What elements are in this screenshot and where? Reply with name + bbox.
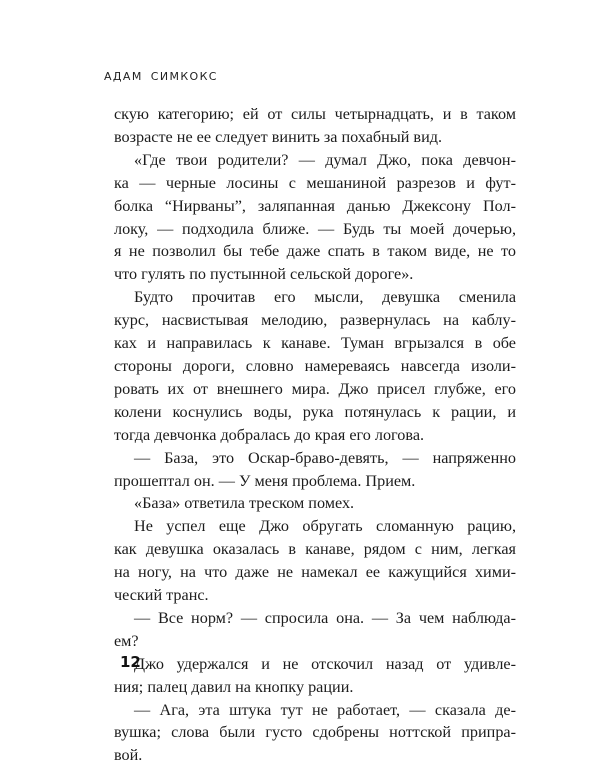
text-line: локу, — подходила ближе. — Будь ты моей дочерью,: [114, 219, 516, 238]
text-line: ка — черные лосины с мешаниной разрезов и фут-: [114, 173, 516, 192]
author-first-name: АДАМ: [104, 70, 143, 83]
running-head: [104, 70, 218, 83]
text-line: я не позволил бы тебе даже спать в таком виде, не то: [114, 242, 516, 261]
text-line: скую категорию; ей от силы четырнадцать, и в таком: [114, 105, 516, 123]
text-line: ровать их от внешнего мира. Джо присел глубже, его: [114, 379, 516, 398]
text-line: тогда девчонка добралась до края его логова.: [114, 425, 425, 444]
text-line: — База, это Оскар-браво-девять, — напряженно: [134, 448, 516, 467]
text-line: вой.: [114, 746, 143, 765]
text-line: ния; палец давил на кнопку рации.: [114, 677, 354, 696]
text-line: — Ага, эта штука тут не работает, — сказала де-: [134, 700, 516, 719]
text-line: курс, насвистывая мелодию, развернулась на каблу-: [114, 311, 516, 330]
text-line: стороны дороги, словно намереваясь навсегда изоли-: [114, 356, 516, 375]
text-line: Джо удержался и не отскочил назад от удивле-: [134, 654, 516, 673]
text-line: вушка; слова были густо сдобрены ноттской припра-: [114, 723, 516, 742]
text-line: колени коснулись воды, рука потянулась к рации, и: [114, 402, 516, 421]
body-text: [114, 103, 516, 767]
page-number: 12: [120, 653, 141, 671]
text-line: — Все норм? — спросила она. — За чем наблюда-: [134, 608, 516, 627]
author-last-name: СИМКОКС: [150, 70, 218, 83]
text-line: «База» ответила треском помех.: [134, 494, 355, 513]
text-line: на ногу, на что даже не намекал ее кажущийся хими-: [114, 563, 516, 582]
text-line: Будто прочитав его мысли, девушка сменила: [134, 288, 516, 307]
text-line: как девушка оказалась в канаве, рядом с ним, легкая: [114, 540, 516, 559]
text-line: прошептал он. — У меня проблема. Прием.: [114, 471, 416, 490]
text-line: что гулять по пустынной сельской дороге».: [114, 265, 414, 284]
text-line: «Где твои родители? — думал Джо, пока девчон-: [134, 150, 516, 169]
text-line: болка “Нирваны”, заляпанная данью Джексону Пол-: [114, 196, 516, 215]
text-line: ческий транс.: [114, 586, 209, 605]
text-line: ем?: [114, 631, 139, 650]
text-line: возрасте не ее следует винить за похабный вид.: [114, 127, 443, 146]
text-line: ках и направилась к канаве. Туман вгрызался в обе: [114, 334, 516, 353]
text-line: Не успел еще Джо обругать сломанную рацию,: [134, 517, 516, 536]
